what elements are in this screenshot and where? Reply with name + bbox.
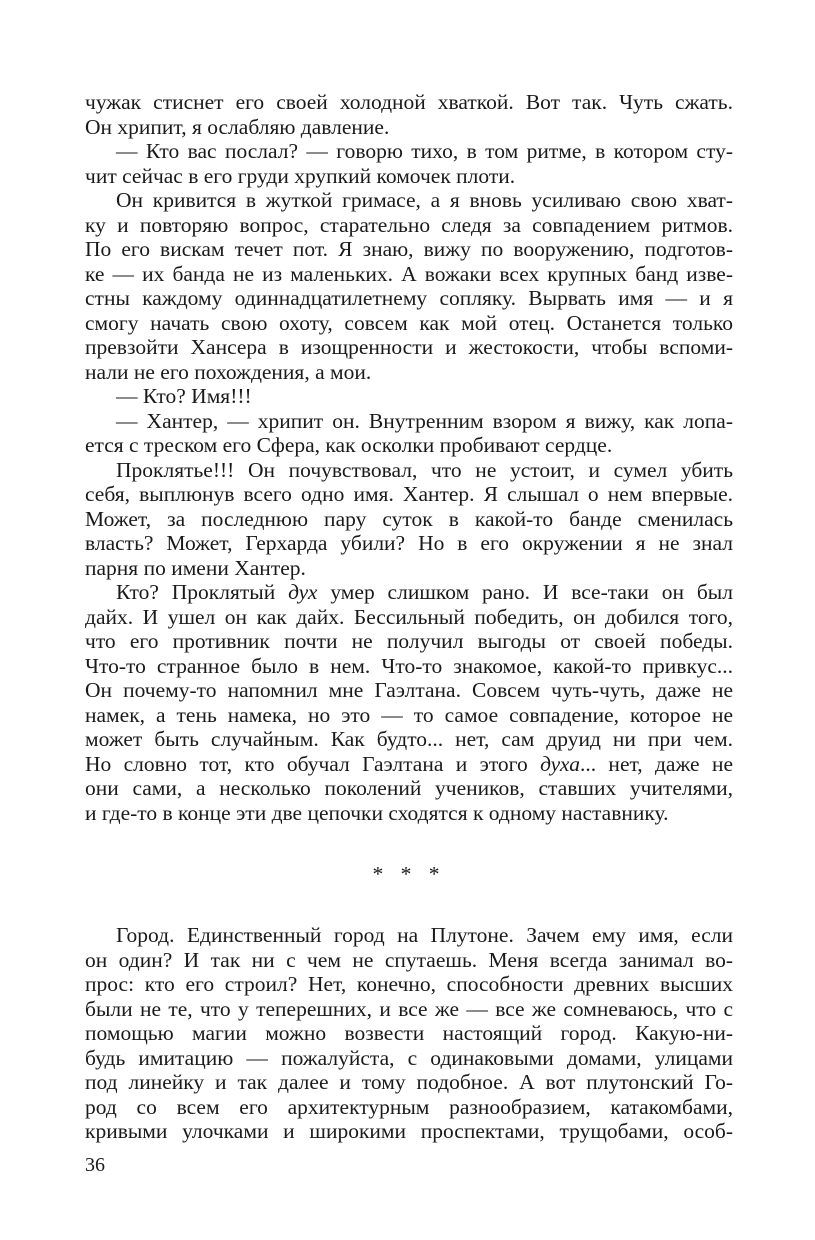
text-line: дайх. И ушел он как дайх. Бессильный победить, он добился того, <box>85 604 733 629</box>
page-number: 36 <box>85 1154 105 1176</box>
text-line: род со всем его архитектурным разнообразием, катакомбами, <box>85 1094 733 1119</box>
text-line: под линейку и так далее и тому подобное. А вот плутонский Го- <box>85 1070 733 1094</box>
text-line: — Хантер, — хрипит он. Внутренним взором я вижу, как лопа- <box>116 408 733 433</box>
text-line: прос: кто его строил? Нет, конечно, способности древних высших <box>85 972 733 996</box>
book-page <box>85 90 733 1144</box>
section-separator: * * * <box>372 862 446 886</box>
text-line: нали не его похождения, а мои. <box>85 359 372 384</box>
text-line: Проклятье!!! Он почувствовал, что не устоит, и сумел убить <box>116 457 733 482</box>
text-line: Он почему-то напомнил мне Гаэлтана. Совсем чуть-чуть, даже не <box>85 678 733 702</box>
text-line: были не те, что у теперешних, и все же — все же сомневаюсь, что с <box>85 996 733 1021</box>
text-line: себя, выплюнув всего одно имя. Хантер. Я слышал о нем впервые. <box>85 482 733 506</box>
text-line: что его противник почти не получил выгоды от своей победы. <box>85 629 733 653</box>
text-line: ке — их банда не из маленьких. А вожаки всех крупных банд изве- <box>85 261 733 286</box>
text-line: Кто? Проклятый дух умер слишком рано. И все-таки он был <box>116 580 733 604</box>
text-line: Он хрипит, я ослабляю давление. <box>85 114 390 139</box>
text-line: Может, за последнюю пару суток в какой-то банде сменилась <box>85 506 733 531</box>
text-line: — Кто? Имя!!! <box>116 384 252 408</box>
text-section-1 <box>85 90 733 825</box>
text-line: ется с треском его Сфера, как осколки пробивают сердце. <box>85 433 613 457</box>
text-line: они сами, а несколько поколений учеников, ставших учителями, <box>85 776 733 800</box>
text-line: парня по имени Хантер. <box>85 555 306 580</box>
text-line: может быть случайным. Как будто... нет, сам друид ни при чем. <box>85 727 733 751</box>
text-line: Но словно тот, кто обучал Гаэлтана и этого духа... нет, даже не <box>85 751 733 776</box>
text-line: превзойти Хансера в изощренности и жестокости, чтобы вспоми- <box>85 335 733 359</box>
text-line: будь имитацию — пожалуйста, с одинаковыми домами, улицами <box>85 1045 733 1070</box>
text-line: По его вискам течет пот. Я знаю, вижу по вооружению, подготов- <box>85 237 733 261</box>
text-line: намек, а тень намека, но это — то самое совпадение, которое не <box>85 702 733 727</box>
text-line: стны каждому одиннадцатилетнему сопляку. Вырвать имя — и я <box>85 286 733 310</box>
text-line: — Кто вас послал? — говорю тихо, в том ритме, в котором сту- <box>116 139 733 163</box>
text-line: ку и повторяю вопрос, старательно следя за совпадением ритмов. <box>85 212 733 237</box>
text-line: кривыми улочками и широкими проспектами, трущобами, особ- <box>85 1119 733 1143</box>
text-line: смогу начать свою охоту, совсем как мой отец. Останется только <box>85 310 733 335</box>
text-line: Что-то странное было в нем. Что-то знакомое, какой-то привкус... <box>85 653 733 678</box>
text-line: и где-то в конце эти две цепочки сходятся к одному наставнику. <box>85 800 669 825</box>
text-section-2 <box>85 923 733 1144</box>
text-line: Город. Единственный город на Плутоне. Зачем ему имя, если <box>116 923 733 947</box>
text-line: Он кривится в жуткой гримасе, а я вновь усиливаю свою хват- <box>116 188 733 212</box>
text-line: помощью магии можно возвести настоящий город. Какую-ни- <box>85 1021 733 1045</box>
text-line: чит сейчас в его груди хрупкий комочек плоти. <box>85 163 516 188</box>
text-line: он один? И так ни с чем не спутаешь. Меня всегда занимал во- <box>85 947 733 972</box>
text-line: чужак стиснет его своей холодной хваткой. Вот так. Чуть сжать. <box>85 90 733 114</box>
text-line: власть? Может, Герхарда убили? Но в его окружении я не знал <box>85 531 733 555</box>
